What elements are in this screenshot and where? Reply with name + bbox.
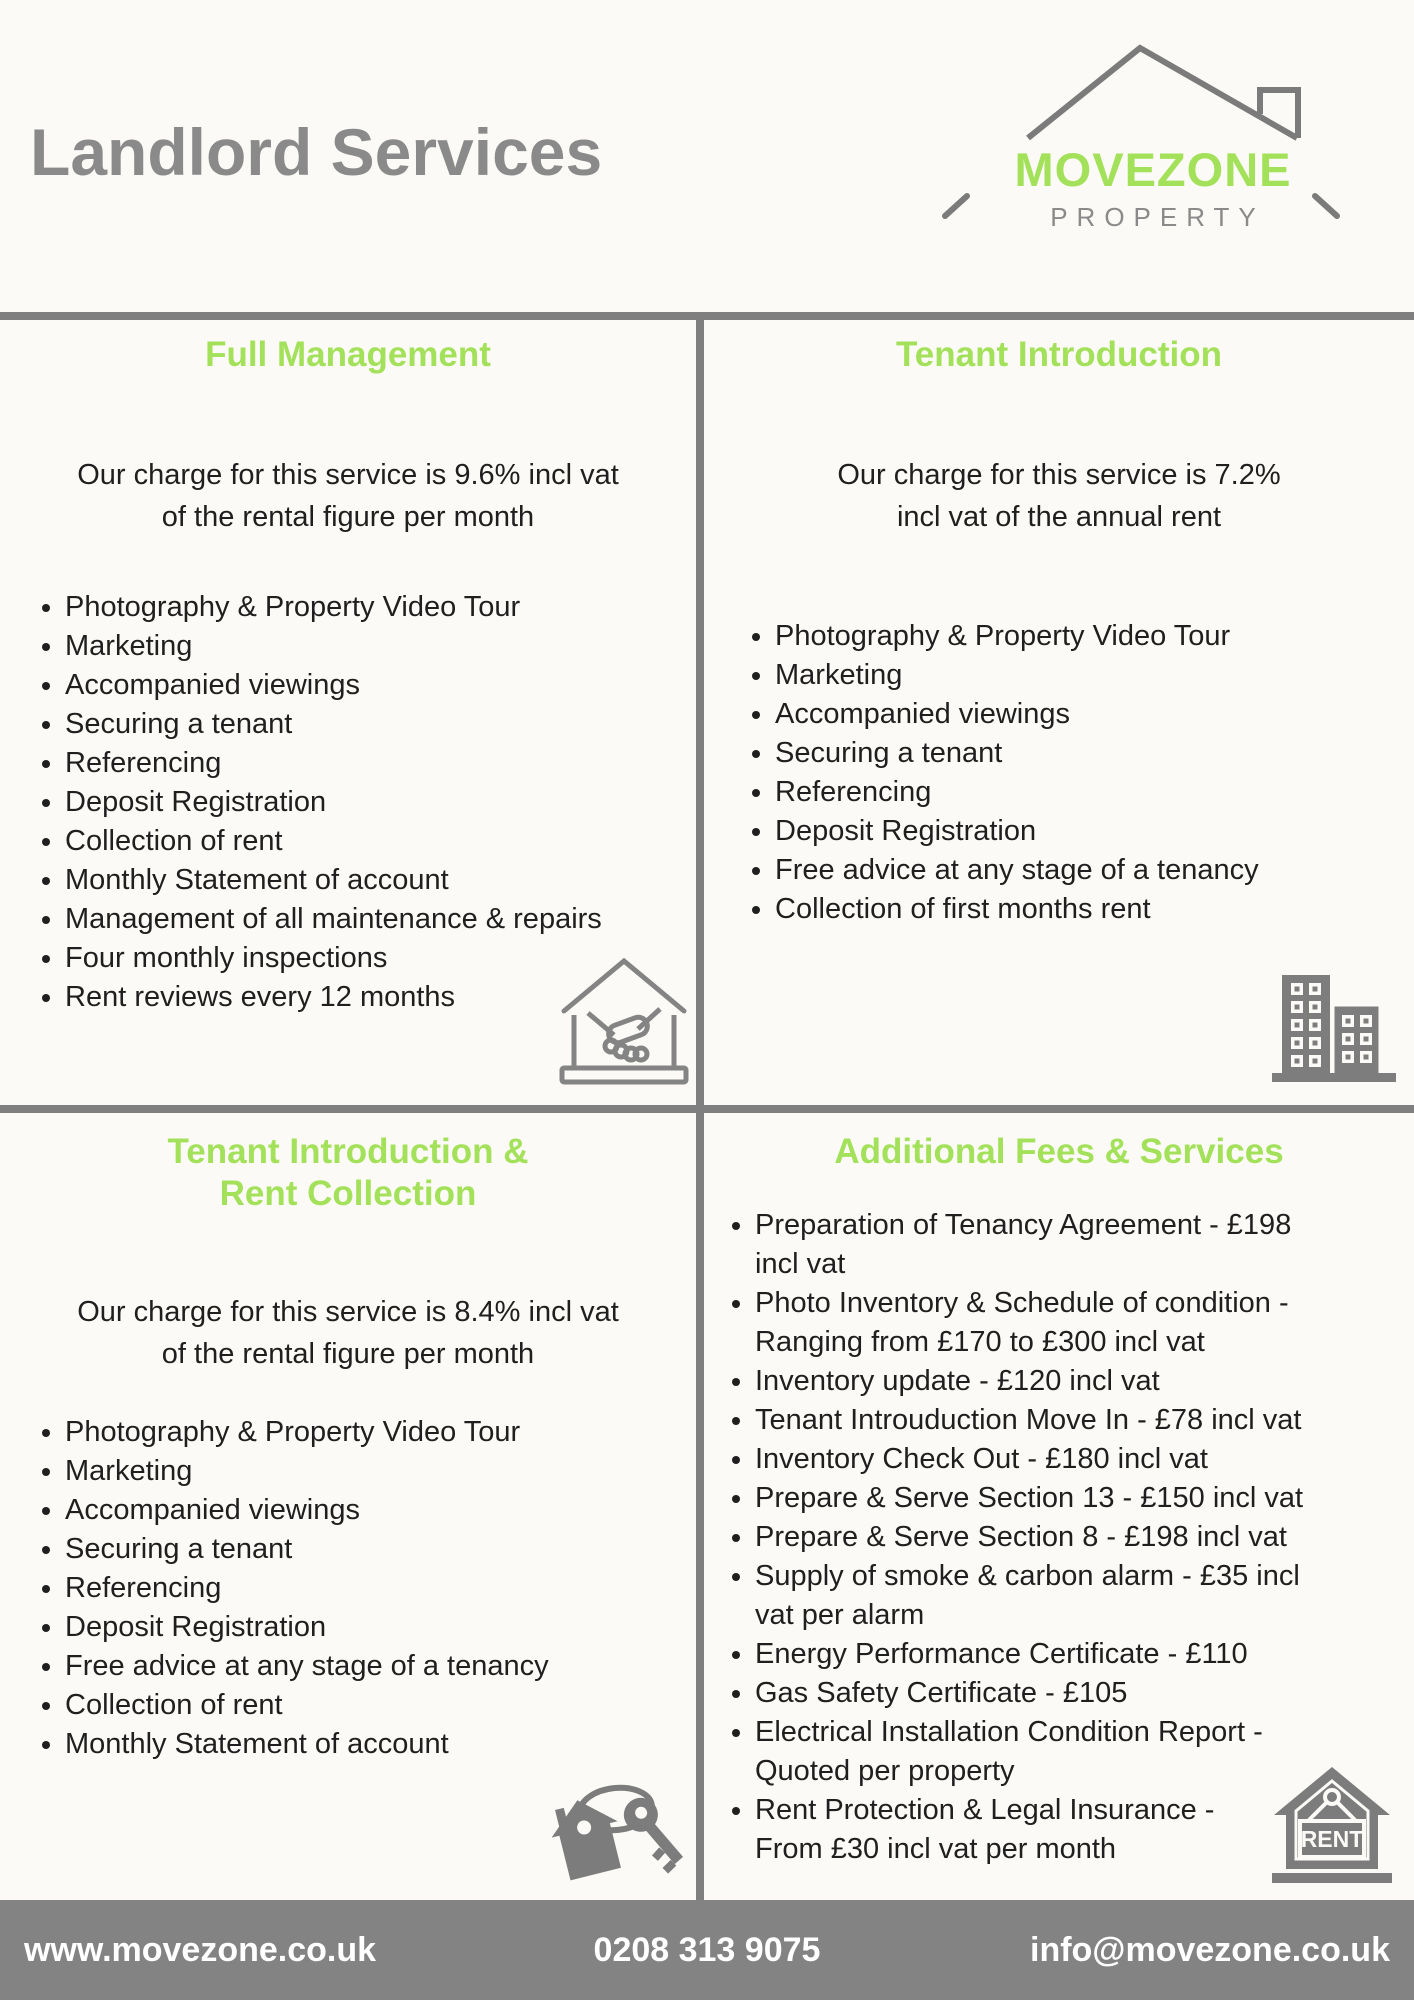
charge-text — [0, 454, 696, 538]
fee-line: Quoted per property — [755, 1755, 1015, 1787]
list-item: • Securing a tenant — [65, 1530, 696, 1569]
list-item: • Securing a tenant — [775, 734, 1414, 773]
section-tenant-introduction-rent-collection — [0, 1113, 696, 1900]
charge-line: Our charge for this service is 9.6% incl vat — [77, 459, 619, 491]
list-item — [755, 1518, 1414, 1557]
section-additional-fees — [704, 1113, 1414, 1900]
charge-text — [704, 454, 1414, 538]
handshake-house-icon — [558, 951, 690, 1091]
list-item: • Photography & Property Video Tour — [65, 1413, 696, 1452]
section-tenant-introduction — [704, 320, 1414, 1105]
section-title-line: Rent Collection — [219, 1174, 477, 1213]
fee-line: • Rent Protection & Legal Insurance - — [755, 1794, 1215, 1826]
fee-line: • Inventory Check Out - £180 incl vat — [755, 1443, 1208, 1475]
list-item: • Monthly Statement of account — [65, 1725, 696, 1764]
fee-line: • Gas Safety Certificate - £105 — [755, 1677, 1128, 1709]
fee-line: incl vat — [755, 1248, 846, 1280]
section-title — [0, 1131, 696, 1215]
charge-line: of the rental figure per month — [161, 1338, 535, 1370]
list-item — [755, 1557, 1414, 1635]
list-item: • Collection of rent — [65, 822, 696, 861]
section-title-line: Tenant Introduction & — [167, 1132, 529, 1171]
list-item — [755, 1206, 1414, 1284]
charge-line: Our charge for this service is 8.4% incl vat — [77, 1296, 619, 1328]
list-item — [755, 1401, 1414, 1440]
fee-line: • Prepare & Serve Section 13 - £150 incl vat — [755, 1482, 1304, 1514]
fee-line: • Prepare & Serve Section 8 - £198 incl vat — [755, 1521, 1287, 1553]
page-title: Landlord Services — [30, 115, 603, 189]
movezone-logo — [935, 22, 1371, 262]
list-item: • Accompanied viewings — [65, 1491, 696, 1530]
list-item: • Deposit Registration — [775, 812, 1414, 851]
fee-line: • Photo Inventory & Schedule of condition - — [755, 1287, 1289, 1319]
services-grid — [0, 312, 1414, 1900]
list-item: • Collection of rent — [65, 1686, 696, 1725]
footer-website: www.movezone.co.uk — [24, 1930, 377, 1969]
footer-phone: 0208 313 9075 — [593, 1930, 821, 1969]
list-item: • Referencing — [775, 773, 1414, 812]
section-title: Additional Fees & Services — [834, 1132, 1284, 1171]
charge-line: incl vat of the annual rent — [896, 501, 1222, 533]
list-item — [755, 1362, 1414, 1401]
list-item: • Photography & Property Video Tour — [65, 588, 696, 627]
list-item: • Marketing — [65, 1452, 696, 1491]
list-item: • Free advice at any stage of a tenancy — [775, 851, 1414, 890]
list-item — [755, 1440, 1414, 1479]
list-item: • Marketing — [65, 627, 696, 666]
list-item — [755, 1284, 1414, 1362]
charge-text — [0, 1291, 696, 1375]
section-title: Full Management — [205, 335, 491, 374]
list-item — [755, 1479, 1414, 1518]
list-item: • Accompanied viewings — [65, 666, 696, 705]
list-item: • Referencing — [65, 744, 696, 783]
fee-line: Ranging from £170 to £300 incl vat — [755, 1326, 1205, 1358]
fee-line: • Preparation of Tenancy Agreement - £198 — [755, 1209, 1292, 1241]
footer-bar — [0, 1900, 1414, 2000]
fee-line: • Tenant Introuduction Move In - £78 incl vat — [755, 1404, 1302, 1436]
list-item: • Collection of first months rent — [775, 890, 1414, 929]
fee-line: From £30 incl vat per month — [755, 1833, 1117, 1865]
list-item: • Marketing — [775, 656, 1414, 695]
list-item: • Referencing — [65, 1569, 696, 1608]
service-list — [704, 617, 1414, 929]
charge-line: of the rental figure per month — [161, 501, 535, 533]
list-item: • Deposit Registration — [65, 783, 696, 822]
list-item: • Monthly Statement of account — [65, 861, 696, 900]
section-full-management — [0, 320, 696, 1105]
list-item — [755, 1674, 1414, 1713]
rent-sign-label: RENT — [1300, 1826, 1364, 1852]
section-title: Tenant Introduction — [896, 335, 1222, 374]
list-item: • Free advice at any stage of a tenancy — [65, 1647, 696, 1686]
service-list — [0, 1413, 696, 1764]
rent-sign-icon — [1272, 1765, 1392, 1885]
list-item: • Deposit Registration — [65, 1608, 696, 1647]
fee-line: vat per alarm — [755, 1599, 925, 1631]
fee-line: • Energy Performance Certificate - £110 — [755, 1638, 1248, 1670]
list-item: • Accompanied viewings — [775, 695, 1414, 734]
list-item: • Photography & Property Video Tour — [775, 617, 1414, 656]
logo-wordmark: MOVEZONE — [1014, 143, 1292, 196]
list-item — [755, 1635, 1414, 1674]
list-item: • Four monthly inspections — [65, 939, 696, 978]
fee-line: • Supply of smoke & carbon alarm - £35 incl — [755, 1560, 1300, 1592]
list-item: • Rent reviews every 12 months — [65, 978, 696, 1017]
charge-line: Our charge for this service is 7.2% — [837, 459, 1281, 491]
fee-line: • Electrical Installation Condition Report - — [755, 1716, 1263, 1748]
list-item: • Securing a tenant — [65, 705, 696, 744]
buildings-icon — [1272, 969, 1396, 1087]
fee-line: • Inventory update - £120 incl vat — [755, 1365, 1160, 1397]
logo-subtitle: PROPERTY — [1050, 202, 1265, 232]
house-keys-icon — [538, 1773, 692, 1891]
list-item: • Management of all maintenance & repairs — [65, 900, 696, 939]
footer-email: info@movezone.co.uk — [1030, 1930, 1390, 1969]
